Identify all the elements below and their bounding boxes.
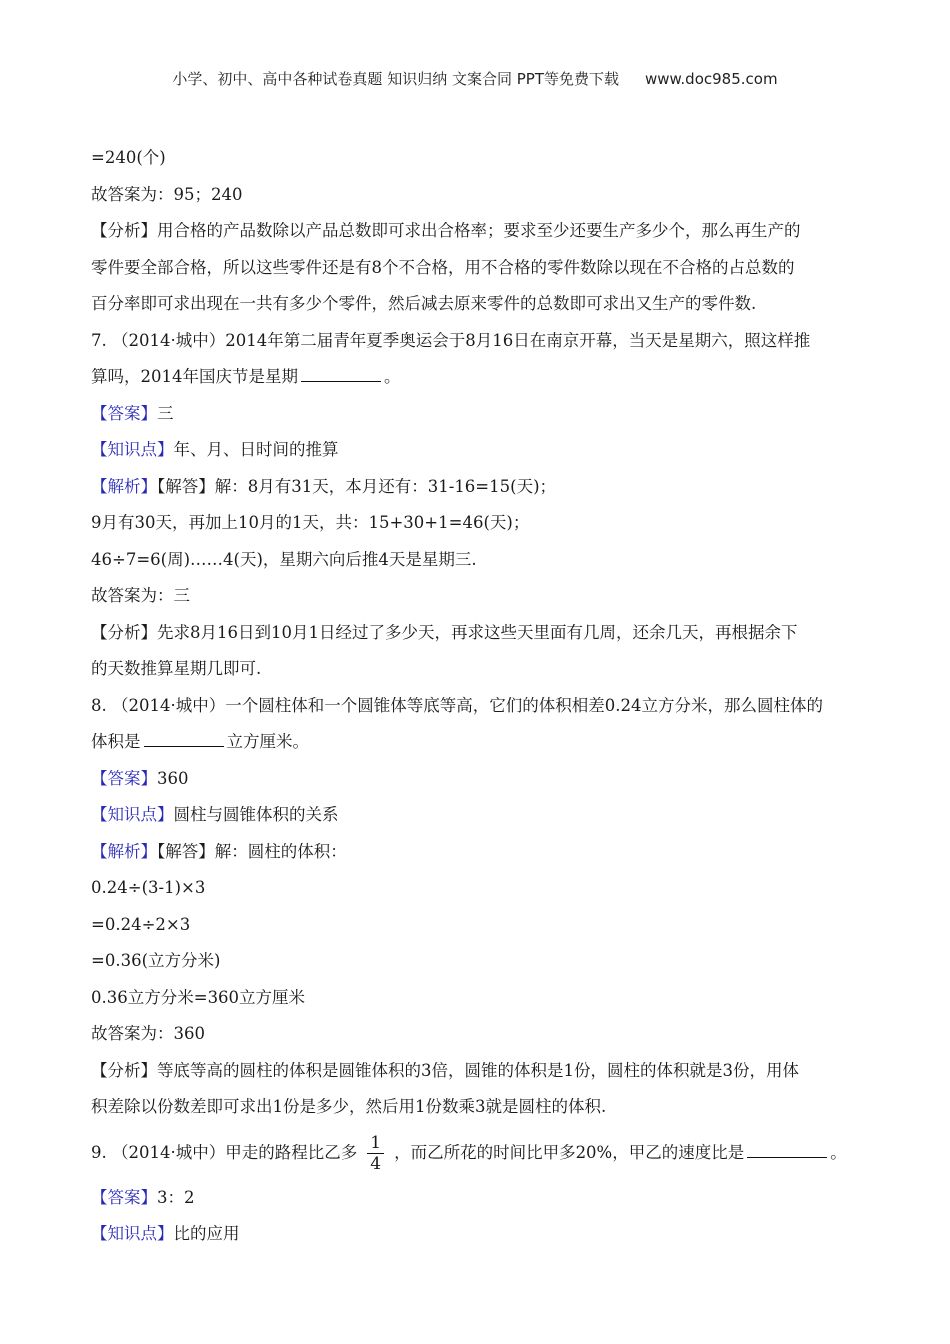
answer-line: 【答案】360 <box>91 768 189 788</box>
analysis-tag: 【分析】 <box>91 221 157 240</box>
knowledge-tag: 【知识点】 <box>91 1224 174 1243</box>
text-line: 零件要全部合格，所以这些零件还是有8个不合格，用不合格的零件数除以现在不合格的占总数的 <box>91 257 795 277</box>
knowledge-point-line: 【知识点】圆柱与圆锥体积的关系 <box>91 805 339 824</box>
analysis-tag: 【分析】 <box>91 1060 157 1080</box>
calc-line: 0.24÷(3-1)×3 <box>91 878 206 897</box>
page-header <box>0 68 950 89</box>
solution-tag: 【解析】 <box>91 841 157 861</box>
analysis-line: 【分析】等底等高的圆柱的体积是圆锥体积的3倍，圆锥的体积是1份，圆柱的体积就是3份，用体 <box>91 1060 799 1080</box>
solution-line: 【解析】【解答】解：圆柱的体积： <box>91 841 347 861</box>
document-body <box>91 140 871 1253</box>
final-answer-line: 故答案为：360 <box>91 1024 205 1043</box>
solution-line: 46÷7=6(周)……4(天)，星期六向后推4天是星期三. <box>91 549 477 569</box>
question-7-line2: 算吗，2014年国庆节是星期 。 <box>91 359 871 396</box>
header-site: www.doc985.com <box>644 70 778 88</box>
knowledge-tag: 【知识点】 <box>91 805 174 824</box>
header-text: 小学、初中、高中各种试卷真题 知识归纳 文案合同 PPT等免费下载 <box>172 70 619 88</box>
knowledge-tag: 【知识点】 <box>91 440 174 459</box>
analysis-line: 的天数推算星期几即可. <box>91 659 262 678</box>
answer-line: 【答案】三 <box>91 403 174 423</box>
fraction <box>367 1133 384 1174</box>
answer-blank <box>144 726 224 747</box>
answer-line: 【答案】3：2 <box>91 1187 195 1207</box>
fraction-numerator: 1 <box>370 1132 382 1153</box>
analysis-line: 【分析】先求8月16日到10月1日经过了多少天，再求这些天里面有几周，还余几天，再根据余下 <box>91 622 798 642</box>
fraction-denominator: 4 <box>367 1153 384 1174</box>
text-line: 故答案为：95；240 <box>91 184 243 204</box>
answer-tag: 【答案】 <box>91 768 157 788</box>
analysis-line: 积差除以份数差即可求出1份是多少，然后用1份数乘3就是圆柱的体积. <box>91 1097 607 1116</box>
question-8-line1: 8. （2014·城中）一个圆柱体和一个圆锥体等底等高，它们的体积相差0.24立方分米，那么圆柱体的 <box>91 695 823 715</box>
knowledge-point-line: 【知识点】年、月、日时间的推算 <box>91 440 339 459</box>
calc-line: 0.36立方分米=360立方厘米 <box>91 987 306 1007</box>
answer-tag: 【答案】 <box>91 1187 157 1207</box>
knowledge-point-line: 【知识点】比的应用 <box>91 1224 240 1243</box>
text-line: 百分率即可求出现在一共有多少个零件，然后减去原来零件的总数即可求出又生产的零件数. <box>91 294 757 313</box>
solution-line: 9月有30天，再加上10月的1天，共：15+30+1=46(天)； <box>91 513 530 532</box>
final-answer-line: 故答案为：三 <box>91 586 190 605</box>
solution-line: 【解析】【解答】解：8月有31天，本月还有：31-16=15(天)； <box>91 476 557 496</box>
calc-line: =0.24÷2×3 <box>91 914 191 934</box>
question-7-line1: 7. （2014·城中）2014年第二届青年夏季奥运会于8月16日在南京开幕，当天是星期六，照这样推 <box>91 330 811 350</box>
solution-tag: 【解析】 <box>91 476 157 496</box>
calc-line: =0.36(立方分米) <box>91 951 221 970</box>
answer-tag: 【答案】 <box>91 403 157 423</box>
text-line: =240(个) <box>91 148 166 167</box>
question-9-line1: 9. （2014·城中）甲走的路程比乙多 $\frac{1}{4}$ ，而乙所花的时间比甲多20%，甲乙的速度比是 。 <box>91 1132 847 1174</box>
answer-blank <box>301 361 381 382</box>
question-8-line2: 体积是 立方厘米。 <box>91 724 871 761</box>
text-line: 【分析】用合格的产品数除以产品总数即可求出合格率；要求至少还要生产多少个，那么再生产的 <box>91 221 801 240</box>
answer-blank <box>747 1137 827 1158</box>
analysis-tag: 【分析】 <box>91 622 157 642</box>
